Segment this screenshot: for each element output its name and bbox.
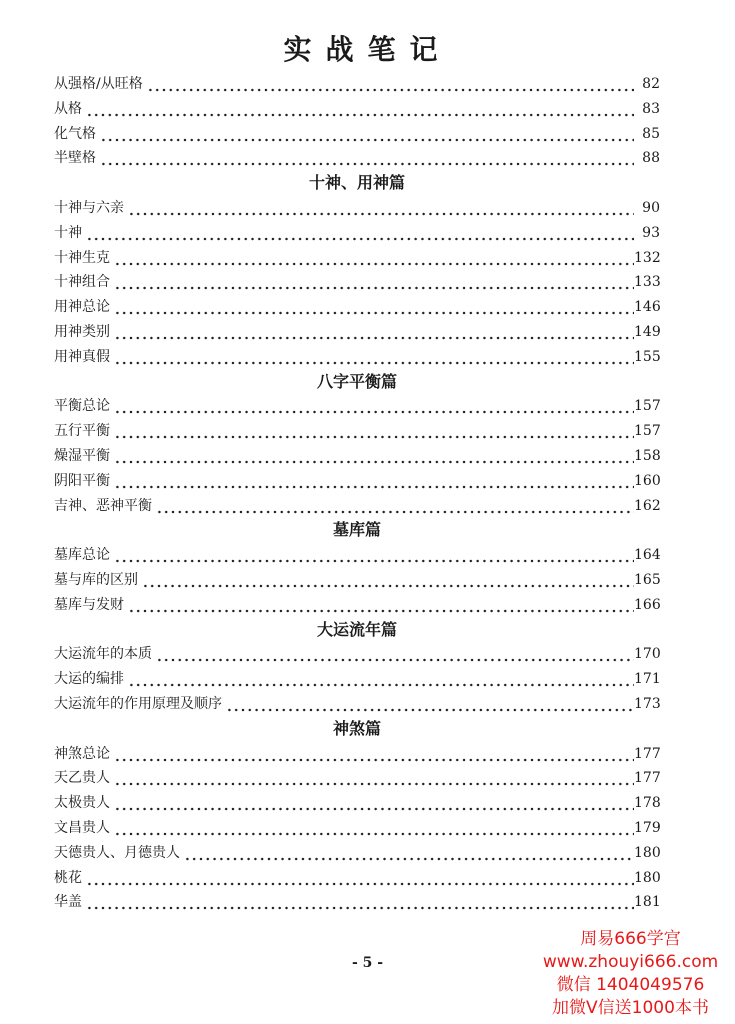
toc-entry-page: 149 [634, 323, 661, 340]
dot-leader [86, 97, 634, 122]
toc-entry-page: 173 [634, 695, 661, 712]
toc-entry [54, 419, 660, 444]
dot-leader [114, 766, 634, 791]
watermark [528, 928, 733, 1020]
toc-entry-label: 墓库总论 [54, 547, 110, 564]
dot-leader [156, 642, 634, 667]
toc-entry-label: 华盖 [54, 894, 82, 911]
watermark-line-4: 加微V信送1000本书 [552, 998, 709, 1018]
toc-entry [54, 494, 660, 519]
toc-entry [54, 146, 660, 171]
dot-leader [114, 345, 634, 370]
toc-entry [54, 841, 660, 866]
section-heading: 大运流年篇 [316, 619, 397, 639]
dot-leader [114, 543, 634, 568]
toc-entry [54, 394, 660, 419]
page-number: - 5 - [351, 955, 384, 971]
toc-entry-label: 五行平衡 [54, 423, 110, 440]
dot-leader [86, 866, 634, 891]
dot-leader [114, 419, 634, 444]
dot-leader [86, 890, 634, 915]
toc-entry-page: 158 [634, 447, 661, 464]
watermark-line-1: 周易666学宫 [580, 929, 681, 949]
toc-entry-label: 天乙贵人 [54, 770, 110, 787]
section-heading: 十神、用神篇 [308, 173, 405, 193]
toc-entry-label: 十神组合 [54, 274, 110, 291]
toc-entry-page: 160 [634, 472, 661, 489]
toc-entry-label: 大运流年的作用原理及顺序 [54, 695, 222, 712]
toc-entry [54, 196, 660, 221]
toc-entry-label: 太极贵人 [54, 795, 110, 812]
toc-entry [54, 742, 660, 767]
toc-entry-page: 166 [634, 596, 661, 613]
toc-entry-page: 162 [634, 497, 661, 514]
dot-leader [128, 667, 634, 692]
toc-entry-label: 十神与六亲 [54, 199, 124, 216]
toc-entry-label: 平衡总论 [54, 398, 110, 415]
toc-entry-page: 165 [634, 571, 661, 588]
toc-entry-page: 155 [634, 348, 661, 365]
toc-entry-page: 83 [642, 100, 660, 117]
toc-entry-label: 从格 [54, 100, 82, 117]
toc-entry [54, 791, 660, 816]
toc-entry [54, 642, 660, 667]
toc-entry-page: 82 [642, 76, 660, 92]
toc-entry-page: 132 [634, 249, 661, 266]
toc-entry-label: 神煞总论 [54, 745, 110, 762]
toc-entry [54, 444, 660, 469]
toc-entry-page: 93 [642, 224, 660, 241]
toc-entry [54, 469, 660, 494]
toc-entry-label: 吉神、恶神平衡 [54, 497, 152, 514]
toc-entry [54, 122, 660, 147]
section-heading: 神煞篇 [332, 718, 381, 738]
toc-entry-page: 177 [634, 745, 661, 762]
toc-entry [54, 568, 660, 593]
dot-leader [114, 816, 634, 841]
toc-entry [54, 866, 660, 891]
toc-entry-label: 用神类别 [54, 323, 110, 340]
dot-leader [147, 72, 634, 97]
table-of-contents [54, 72, 660, 915]
dot-leader [114, 791, 634, 816]
toc-entry-label: 文昌贵人 [54, 819, 110, 836]
dot-leader [128, 196, 634, 221]
toc-entry [54, 97, 660, 122]
toc-entry-label: 十神 [54, 224, 82, 241]
toc-entry [54, 270, 660, 295]
toc-entry [54, 295, 660, 320]
dot-leader [114, 742, 634, 767]
dot-leader [114, 246, 634, 271]
toc-entry-page: 88 [642, 150, 660, 167]
toc-entry-label: 从强格/从旺格 [54, 76, 143, 92]
dot-leader [156, 494, 634, 519]
dot-leader [114, 469, 634, 494]
toc-entry [54, 667, 660, 692]
watermark-line-3: 微信 1404049576 [556, 975, 705, 995]
toc-entry-label: 用神真假 [54, 348, 110, 365]
toc-entry-page: 146 [634, 299, 661, 316]
toc-entry-label: 墓与库的区别 [54, 571, 138, 588]
section-heading: 墓库篇 [332, 520, 381, 540]
toc-entry-page: 179 [634, 819, 661, 836]
toc-entry-label: 十神生克 [54, 249, 110, 266]
toc-entry-label: 大运的编排 [54, 671, 124, 688]
toc-entry [54, 692, 660, 717]
toc-entry-page: 177 [634, 770, 661, 787]
toc-entry-page: 178 [634, 795, 661, 812]
toc-entry [54, 890, 660, 915]
toc-entry-page: 180 [634, 844, 661, 861]
toc-entry-page: 157 [634, 398, 661, 415]
toc-entry-label: 燥湿平衡 [54, 447, 110, 464]
toc-entry-page: 181 [634, 894, 661, 911]
toc-entry-label: 阴阳平衡 [54, 472, 110, 489]
toc-entry-label: 半壁格 [54, 150, 96, 167]
toc-entry [54, 221, 660, 246]
dot-leader [114, 444, 634, 469]
dot-leader [128, 593, 634, 618]
dot-leader [86, 221, 634, 246]
toc-entry-page: 157 [634, 423, 661, 440]
dot-leader [100, 122, 634, 147]
book-title: 实战笔记 [283, 33, 452, 66]
toc-entry-page: 85 [642, 125, 660, 142]
toc-entry [54, 320, 660, 345]
dot-leader [142, 568, 634, 593]
toc-entry [54, 345, 660, 370]
toc-entry-label: 化气格 [54, 125, 96, 142]
watermark-line-2: www.zhouyi666.com [542, 952, 719, 972]
dot-leader [184, 841, 634, 866]
toc-entry [54, 72, 660, 97]
section-heading: 八字平衡篇 [316, 371, 397, 391]
toc-entry-label: 用神总论 [54, 299, 110, 316]
toc-entry [54, 816, 660, 841]
toc-entry [54, 543, 660, 568]
toc-entry-page: 90 [642, 199, 660, 216]
toc-entry [54, 246, 660, 271]
toc-entry-label: 桃花 [54, 869, 82, 886]
toc-entry-page: 133 [634, 274, 661, 291]
toc-entry-page: 164 [634, 547, 661, 564]
toc-entry-label: 墓库与发财 [54, 596, 124, 613]
toc-entry [54, 766, 660, 791]
toc-entry-page: 180 [634, 869, 661, 886]
dot-leader [226, 692, 634, 717]
toc-entry [54, 593, 660, 618]
toc-entry-label: 天德贵人、月德贵人 [54, 844, 180, 861]
dot-leader [114, 320, 634, 345]
toc-entry-page: 170 [634, 646, 661, 663]
dot-leader [114, 394, 634, 419]
toc-entry-label: 大运流年的本质 [54, 646, 152, 663]
toc-entry-page: 171 [634, 671, 661, 688]
dot-leader [100, 146, 634, 171]
dot-leader [114, 295, 634, 320]
dot-leader [114, 270, 634, 295]
